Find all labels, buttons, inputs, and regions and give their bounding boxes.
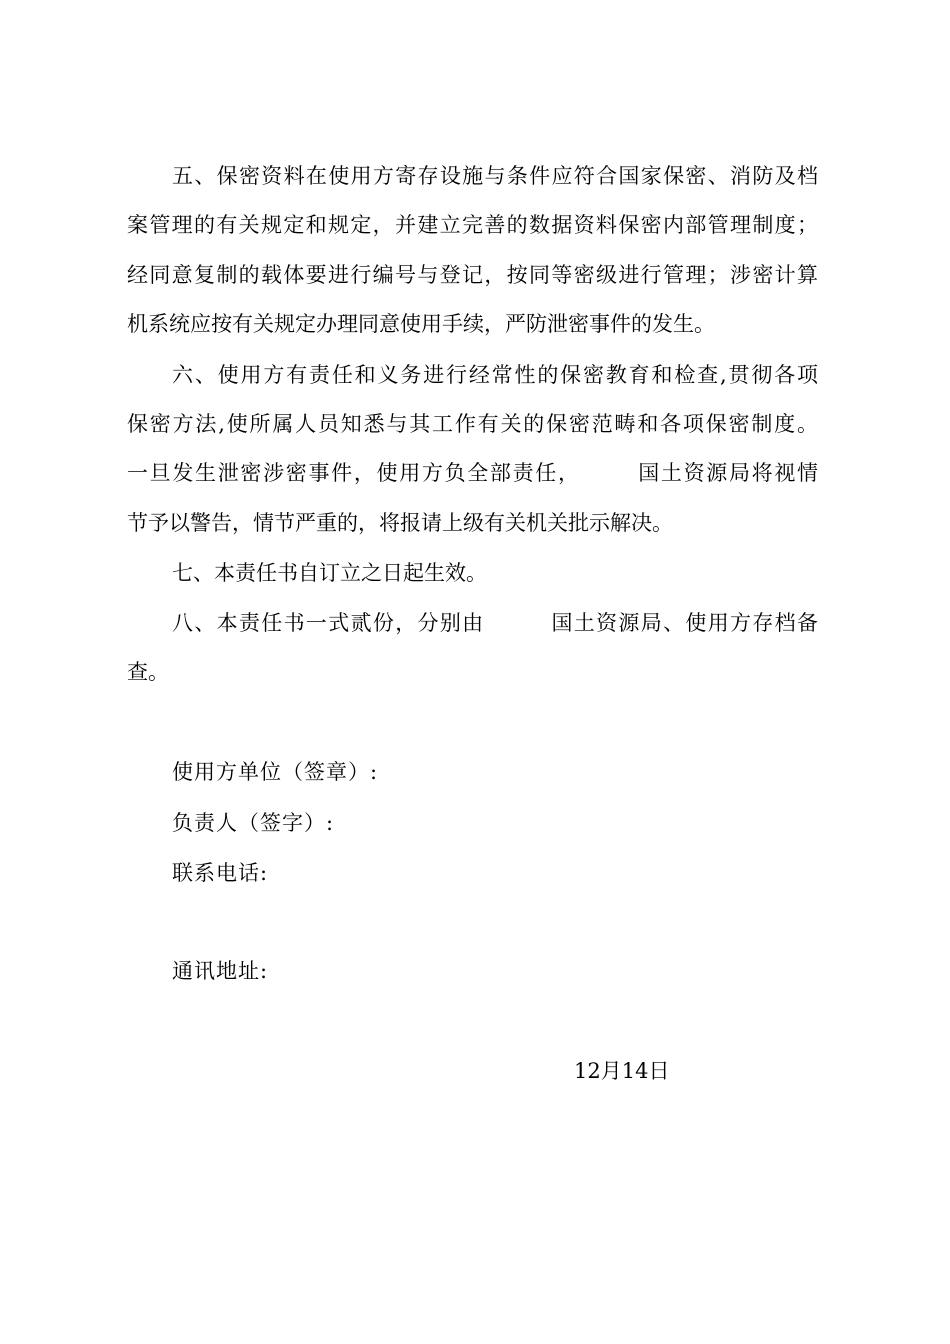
paragraph-5-line-3: 经同意复制的载体要进行编号与登记，按同等密级进行管理；涉密计算 [127, 263, 818, 287]
paragraph-8-line-1: 八、本责任书一式贰份，分别由 国土资源局、使用方存档备 [172, 611, 818, 635]
paragraph-5-line-2: 案管理的有关规定和规定，并建立完善的数据资料保密内部管理制度； [127, 213, 818, 237]
paragraph-5-line-4: 机系统应按有关规定办理同意使用手续，严防泄密事件的发生。 [127, 312, 715, 336]
signature-unit-label: 使用方单位（签章）: [172, 760, 379, 784]
paragraph-6-line-3: 一旦发生泄密涉密事件，使用方负全部责任， 国土资源局将视情 [127, 461, 818, 485]
signature-person-label: 负责人（签字）: [172, 811, 335, 835]
paragraph-8-line-2: 查。 [127, 660, 169, 684]
paragraph-7: 七、本责任书自订立之日起生效。 [172, 561, 487, 585]
contact-address-label: 通讯地址: [172, 959, 269, 983]
contact-phone-label: 联系电话: [172, 861, 269, 885]
paragraph-6-line-4: 节予以警告，情节严重的，将报请上级有关机关批示解决。 [127, 511, 673, 535]
paragraph-6-line-1: 六、使用方有责任和义务进行经常性的保密教育和检查,贯彻各项 [172, 363, 818, 387]
paragraph-6-line-2: 保密方法,使所属人员知悉与其工作有关的保密范畴和各项保密制度。 [127, 412, 818, 436]
document-date: 12月14日 [574, 1059, 670, 1083]
paragraph-5-line-1: 五、保密资料在使用方寄存设施与条件应符合国家保密、消防及档 [172, 164, 818, 188]
